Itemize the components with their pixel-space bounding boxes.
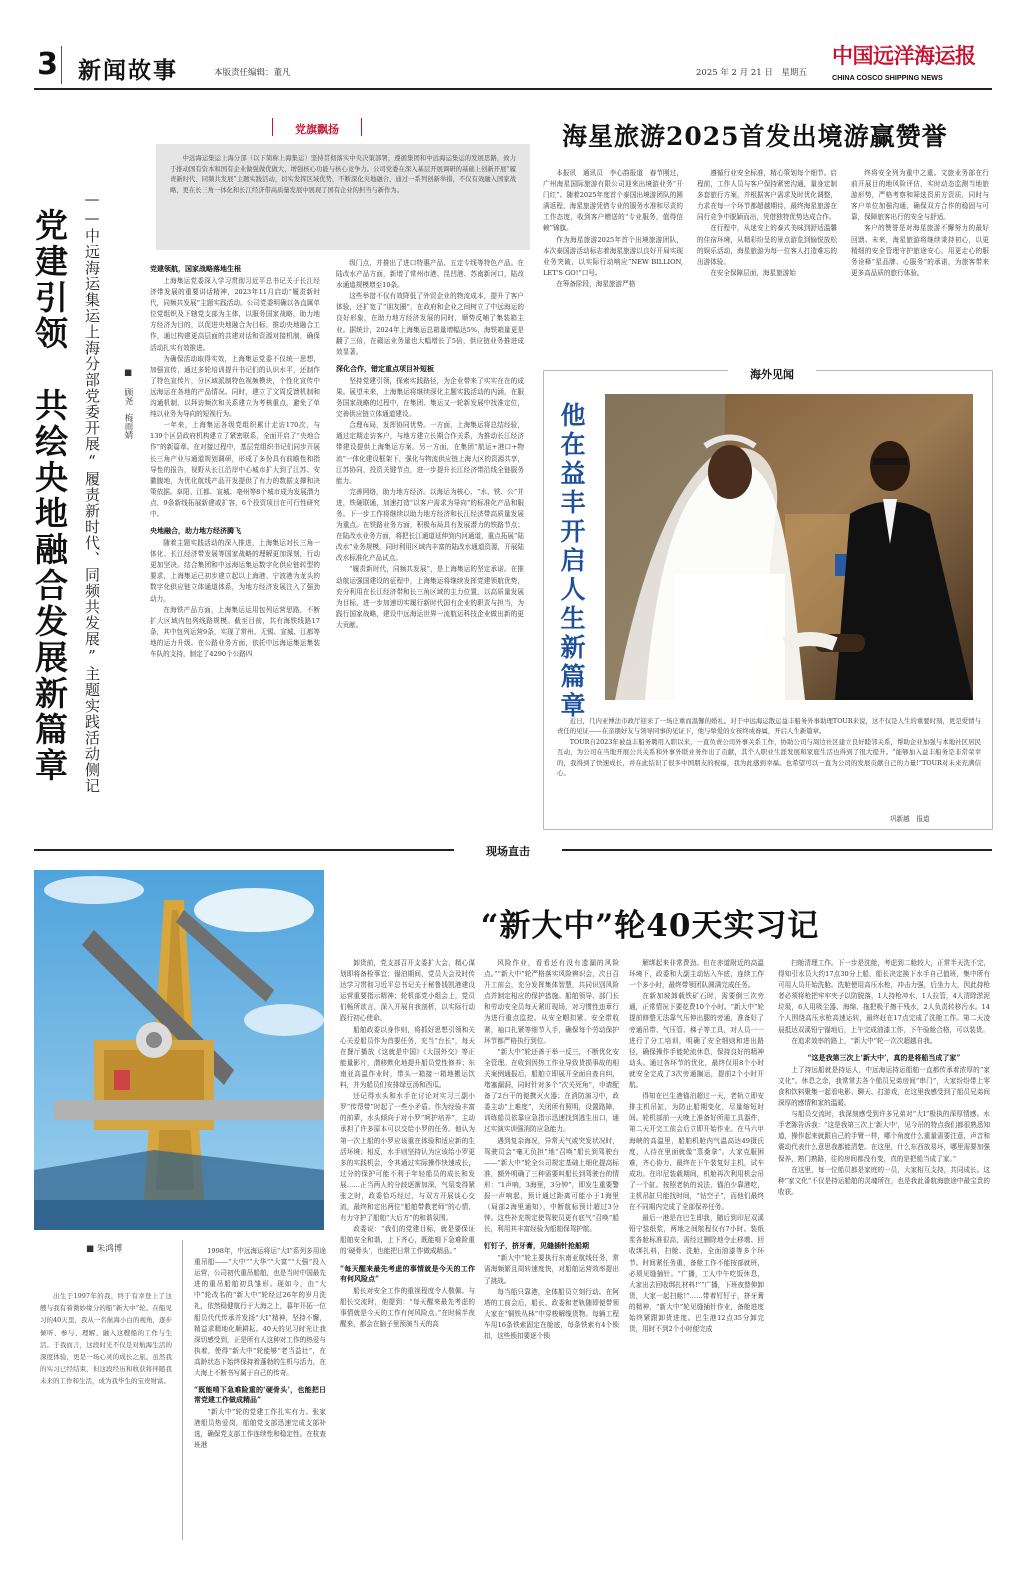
masthead <box>832 40 992 82</box>
paragraph: 1998年，中远海运将运“大Ⅰ”系列多用途重吊船——“大中”“大华”“大富”“大强”投入运营，公司初代重吊船舶，也是当时中国最先进的重吊船舶初具雏形。现如今，由“大中”轮改名的“新大中”轮经过26年的岁月洗礼，依然稳健航行于大海之上，暮年开拓一位船员代代传承并发扬“大Ⅰ”精神，坚持不懈，精益求精地化顺耕耘。40天的见习时光让我深切感受到，正是所有人这种对工作的热爱与执着，使得“新大中”轮能够“老当益壮”，在高龄状态下始终保持着蓬勃的生机与活力，在大海上不断书写属于自己的传奇。 <box>194 1247 326 1378</box>
paragraph: 还记得水头和水手在讨论对实习三副小罗“传帮带”时起了一些小矛盾。作为经验丰富的前辈，水头倾向于对小罗“呵护培养”，主动承担了许多原本可以交给小罗的任务。他认为第一次上船的小罗应该重在体验和适应新的生活环境；相反，水手则坚持认为应该给小罗更多的实践机会，令其通过实际操作快速成长，过分的保护可能不利于年轻船员的成长和发展……正当两人的分歧逐渐加深，气氛变得紧张之时，政委恰巧经过，与双方开展谈心交流，最终和定出两位“船舶带教老师”的心情，有力守护了船舶“大后方”的和谐氛围。 <box>340 1092 475 1223</box>
party-lead-box <box>156 144 530 250</box>
paragraph: 遵循行业安全标准，精心策划每个细节。启程前，工作人员与客户保持紧密沟通，量身定制多套旅行方案，并根据客户需求及时优化调整，力求在每一个环节都超越期待，最终海星旅游在同行竞争中脱颖而出，凭借独特优势达成合作。 <box>697 169 837 222</box>
crane-photo <box>34 870 324 1230</box>
paragraph: 船舶政委以身作则，将抓好思想引领和关心关爱船员作为首要任务，充当“台长”，每天在餐厅播放《这就是中国》《大国外交》等正能量影片，潜移默化地提升船员党性修养；东南亚高温作业时，带头一箱接一箱地搬运饮料，并为船员们安排绿豆汤和西瓜。 <box>340 1025 475 1090</box>
paragraph: 上海集运党委深入学习贯彻习近平总书记关于长江经济带发展的重要讲话精神，2023年11月启动“履责新时代，同频共发展”主题实践活动。公司党委明确以各直属单位党组织及下辖党支部为主体，以服务国家战略，助力地方经济为目的，以促进央地融合为目标，推动央地融合工作，通过构建更高层面的共建对话和资源对接机制，确保活动扎实有效推进。 <box>150 277 320 352</box>
tour-headline: 海星旅游2025首发出境游赢赞誉 <box>562 122 948 151</box>
wedding-photo-illustration <box>605 394 973 700</box>
ship-intro-text: 出生于1997年的我，终于有幸登上了这艘与我有着微妙缘分的船“新大中”轮。在船见习的40天里，我从一名航海小白的视角，逐步倾听、参与、理解、融入这艘船的工作与生活。于我而言，这段时光不仅是对航海生活的深度体验，更是一场心灵的成长之旅。虽然我的实习已经结束，但这段经历和收获将伴随我未来的工作和生活，成为我毕生的宝贵财富。 <box>40 1292 172 1386</box>
page-number: 3 <box>34 46 62 84</box>
paragraph: 级门点，并推出了进口特惠产品、五定专线等特色产品。在陆改水产品方面，新增了常州市港、昆凹港、苏南新河口，陆改水通道规模增至10条。 <box>336 259 524 290</box>
overseas-caption-para-1: 近日，几内亚博法市政厅迎来了一场庄重而温馨的婚礼。对于中远海运散运益丰船务外事助理TOUR来说，这不仅是人生的重要时刻，更是爱情与责任的见证——在亲朋好友与领导同事的见证下，他与挚爱的女孩终成眷属，开启人生新篇章。 <box>557 717 981 736</box>
paragraph: “新大中”轮主要执行东南亚航线任务，常需海频繁且周转速度快，对船舶运营效率提出了挑战。 <box>484 1254 619 1285</box>
paragraph: 在筹备阶段，海星旅游严格 <box>556 279 636 288</box>
ship-column-4 <box>629 958 764 1548</box>
column-tag-ship <box>460 840 556 860</box>
paragraph: “新大中”轮还善于举一反三，不断优化安全管理。在收到因热工作业导致货损事故的相关案例通报后，船舶立即展开全面自查自纠，堵塞漏洞，同时针对多个“次关死角”，申请配备了2台干的便携灭火器；在消防演习中，政委主动“上难度”，关闭所有照明，设置路障，训练船员依靠应急指示迅速找到逃生出口，通过实演实训强消防应急能力。 <box>484 1047 619 1134</box>
paragraph: 作为海星旅游2025年首个出境旅游团队，本次泰国游活动标志着海星旅游以良好开局实现业务突破，以实际行动响应“NEW BILLION, LET'S GO!”口号。 <box>543 235 683 277</box>
editor-line: 本版责任编辑：董凡 <box>214 68 291 78</box>
paragraph: 合理布局，发挥协同优势。一方面，上海集运将总结经验，通过定期走访客户，与地方建立长期合作关系，为推动长江经济带建设提供上海集运方案。另一方面，在集团“航运+港口+物流”一体化建设框架下，强化与物流供应链上海大区的资源共享，江苏协同，投资关键节点，进一步提升长江经济带沿线全链服务能力。 <box>336 421 524 485</box>
overseas-headline: 他在益丰开启人生新篇章 <box>557 402 586 721</box>
ship-column-2 <box>340 958 475 1548</box>
ship-column-3 <box>484 958 619 1548</box>
paragraph: 在这里，每一位船员都是家庭的一员，大家相互支持，共同成长。这种“家文化”不仅是持运船舶的灵魂所在，也是我此番航海旅途中最宝贵的收获。 <box>778 1165 990 1196</box>
ship-intro-divider <box>182 1240 183 1540</box>
column-tag-party <box>272 118 362 136</box>
column-tag-ship-label: 现场直击 <box>486 845 530 858</box>
overseas-caption-para-2: TOUR自2023年被益丰船务聘用入职以来，一直负责公司外事关系工作，协助公司与周边社区建立良好睦邻关系，帮助企业加强与本地社区居民互动，为公司在当地开展公共关系和外事外联业务作出了贡献，其个人职业生涯发展和家庭生活也得到了很大提升。“能够加入益丰船务是非常荣幸的，我得到了快速成长，并在此结识了很多中国朋友的祝福，我为此感到幸福。也希望可以一直为公司的发展贡献自己的力量!”TOUR对未来充满信心。 <box>557 737 981 778</box>
paragraph: 完善网络，助力地方经济。以海运为核心、“水、铁、公”并进，铁硬联通，加速打造“以客户需求为导向”的标准化产品和服务。下一步工作将继续以助力地方经济和长江经济带高质量发展为重点。在铁路业务方面，积极布局具有发展潜力的铁路节点；在陆改水业务方面，将把长江通道延伸到内河通道，重点拓展“陆改水”业务规模，同时利用区域内丰富的陆改水通道资源，开展陆改水标准化产品试点。 <box>336 487 524 563</box>
subheading: 深化合作，错定重点项目补短板 <box>336 363 434 373</box>
paragraph: 在新加坡卸载铁矿石时，需要倒三次旁通，正常情况下要花费10个小时。“新大中”轮提前修整无法靠气压伸出腿的旁通，准备好了旁通吊带、气压管、梯子等工具，对人员一一进行了分工培训，明确了安全细则和进出路径，确保操作手能轮流休息，保持良好的精神动头。通过各环节的优化，最终仅用8个小时就安全完成了3次旁通搁运，提前2个小时开航。 <box>629 992 764 1090</box>
paragraph: 这些举措不仅有效降低了外贸企业的物流成本，提升了客户体验，还扩宽了“朋友圈”，在政府和企业之间树立了中远海运的良好形象，在助力地方经济发展的同时，顺势反哺了集装箱主业。据统计，2024年上海集运总箱量增幅达5%，海铁箱量更是翻了三倍，在赣运业务量也大幅增长了5倍，供应链业务推进成效显著。 <box>336 292 524 356</box>
tour-column-2 <box>697 168 837 360</box>
paragraph: “履责新时代，同频共发展”，是上海集运的坚定承诺。在推动航运强国建设的征程中，上海集运将继续发挥党建领航优势，充分利用在长江经济带和长三角区域的主力位置，以高质量发展为目标，进一步加速切实履行新时代国有企业的职责与担当，为践行国家战略，建设中远海运世界一流航运科技企业做出新的更大贡献。 <box>336 565 524 629</box>
masthead-en: CHINA COSCO SHIPPING NEWS <box>832 73 943 82</box>
ship-column-5 <box>778 958 990 1548</box>
column-tag-overseas <box>728 363 816 379</box>
party-column-2 <box>336 258 524 838</box>
column-tag-party-label: 党旗飘扬 <box>295 123 339 136</box>
party-lead <box>170 154 516 196</box>
subheading: “既能啃下急难险重的‘硬骨头’，也能把日常党建工作做成精品” <box>194 1385 326 1405</box>
paragraph: 政委说：“我们的党建目标，就是要保证船舶安全和谐，上下齐心，既能啃下急难险重的‘硬骨头’，也能把日常工作做成精品。” <box>340 1225 475 1256</box>
paragraph: 为确保活动取得实效，上海集运党委不仅统一思想，加强宣传，通过多轮培训提升书记们的认识水平，还制作了特色宣传片，分区域派制特色视频模块，个性化宣传中远海运在各地的产品情况。同时，建立了文周反馈机制和沟通机制，以拜访频次和关系建立为考核重点，避免了单纯以业务为导向的短视行为。 <box>150 354 320 419</box>
subheading: “每天醒来最先考虑的事情就是今天的工作有何风险点” <box>340 1263 475 1283</box>
paragraph: 每当船只靠港，全体船员立刻行动。在阿塔的工前会后，船长、政委和老轨随即便带领大家在“铜铁丛林”中穿梭解缆货物。每辆工程车用16条铁索固定在舱底，每条铁索有4个锁扣，这些锁扣要逐个锁 <box>484 1287 619 1340</box>
paragraph: “新大中”轮的党建工作扎实有力。张家港船员热爱岗，船舶党支部迅速完成支部补选，确保党支部工作连续性和稳定性。在杭查班港 <box>194 1408 326 1450</box>
paragraph: 本报讯 通讯员 李心韵报道 春节刚过，广州海星国际旅游有限公司迎来出境游业务“开门红”。随着2025年度首个泰国出境游团队的圆满返程，海星旅游凭借专业的服务水准和尽责的工作态度，收到客户赠送的“专业服务，值得信赖”锦旗。 <box>543 169 683 233</box>
paragraph: 随着主题实践活动的深入推进，上海集运对长三角一体化、长江经济带发展等国家战略的理解更加深刻，行动更加坚决。结合集团和中远海运集运数字化供应链转型的要求，上海集运已初步建立起以上海港、宁波港为龙头的数字化供应链立体通道体系，为地方经济发展注入了强劲动力。 <box>150 539 320 603</box>
ship-headline: “新大中”轮40天实习记 <box>480 908 820 944</box>
paragraph: 坚持党建引领，探索实践路径，为企业带来了实实在在的成果。展望未来，上海集运将继续深化主题实践活动的内涵，在服务国家战略的过程中，在集团、集运又一轮新发展中找准定位，完善供应链立体通道建设。 <box>336 376 524 419</box>
paragraph: 在追求效率的路上，“新大中”轮一次次超越自我。 <box>791 1036 937 1045</box>
paragraph: 解绑起来非常费劲。但在赤道附近的高温环境下，政委和大副主动钻入车底，连续工作一个多小时，最终带领团队圆满完成任务。 <box>629 959 764 990</box>
section-title: 新闻故事 <box>78 57 178 84</box>
paragraph: 在行程中，从迷安上的泰式美味到舒适温馨的住宿环境，从精彩纷呈的景点游览到愉悦放松的娱乐活动，海星旅游为每一位客人打造难忘的出游体验。 <box>697 224 837 266</box>
party-author: ■ 顾尧 梅雨婧 <box>123 368 133 439</box>
paragraph: 遇到复杂海况，异常天气或突发状况时，驾驶员会“毫无负担”地“召唤”船长到驾驶台——“新大中”轮全公司规定基础上细化提高标准，额外明确了三种需要叫船长到驾驶台的情形：“1声响，3海里，3分钟”，即发生重要警报一声响起，预计通过距离可能小于1海里（局部2海里通知），中断航标预计超过3分钟。这些补充规定使驾驶员更有底气“召唤”船长，利用其丰富经验为船舶保驾护航。 <box>484 1136 619 1234</box>
header-rule <box>34 88 992 90</box>
paragraph: 船长对安全工作的重视程度令人敬佩。与船长交流时，他提到：“每天醒来最先考虑的事情就是今天的工作有何风险点。”在时候半夜醒来，都会在脑子里预演当天的高 <box>340 1286 475 1328</box>
paragraph: 与船员交流时，我深刻感受到许多兄弟对“大Ⅰ”极执的深厚情感。水手老陈告诉我：“这是我第三次上‘新大中’，见今吊的特点我们都很熟悉知道，操作起来就跟自己的手臂一样，哪个角度什么重量需要注意，声音和震动代表什么意思我都能清楚。在这里，什么东西放易坏，哪里需要加强保养，熟门熟路，往的房间都没有变，真的是把船当成了家。” <box>778 1110 990 1163</box>
subheading: “这是我第三次上‘新大中’，真的是将船当成了家” <box>807 1052 961 1062</box>
paragraph: 得知在巴生港锚泊超过一天，老轨立即安排主机吊缸，为防止船期变化，尽量缩短时间。轮机部前一天晚上准备好所需工具器件，第二天开完工前会后立即开始作业。在马六甲海峡的高温里，船舶机舱内气温高达49摄氏度，人待在里面就像“蒸桑拿”。大家克服困难，齐心协力，最终在下午装复好主机，试车成功。在印尼装载期间，机舱再次利用机会吊了一个缸。按照老轨的说法，锚泊少靠港吃，主机吊缸只能找时间，“钻空子”，而他们最终在不同期内完成了全部保养任务。 <box>629 1092 764 1212</box>
ship-author: ■ 朱鸿博 <box>86 1244 123 1254</box>
overseas-caption <box>557 716 981 826</box>
ship-column-1 <box>194 1246 326 1546</box>
tour-column-1 <box>543 168 683 360</box>
column-tag-overseas-label: 海外见闻 <box>750 368 794 381</box>
ship-rule-right <box>562 849 992 851</box>
paragraph: 一年来，上海集运各级党组织累计走访170次，与139个区县政府机构建立了紧密联系，全面开启了“央地合作”的新篇章。在对接过程中，基层党组织书记们同步开展长三角产业与通道规划调研，形成了多份具有前瞻性和指导性的报告，视野从长江沿岸中心城市扩大到了江苏、安徽腹地，为优化航线产品开发提供了有力的数据支撑和决策依据。阜阳、江都、宣城、亳州等8个城市成为发展潜力点，9条新线拓展新建或扩容，6个投资项目在可行性研究中。 <box>150 421 320 518</box>
party-headline: 党建引领 共绘央地融合发展新篇章 <box>30 208 69 784</box>
subheading: 央地融合，助力地方经济腾飞 <box>150 526 241 536</box>
party-subhead: ——中远海运集运上海分部党委开展“履责新时代、同频共发展”主题实践活动侧记 <box>83 190 101 794</box>
paragraph: 在海铁产品方面，上海集运运用包列运营思路，不断扩大区域内包列线路规模。截至目前，共有海铁线路17条，其中包列运营9条，实现了常州、无锡、宣城、江都等地的运力升级。在公路业务方面，依托中远海运集运集装车队的支持，制定了4290个公路四 <box>150 605 320 658</box>
paragraph: 上了持远船就是持运人，中远海运持运船舶一直都传承着浓厚的“家文化”。休息之余，我常常去各个船员兄弟房间“串门”，大家纷纷带上零食和饮料聚集一起看电影、聊天、打游戏，在这里我感受到了船员兄弟间深厚的感情和家的温暖。 <box>778 1065 990 1108</box>
paragraph: 扫舱清理工作。下一步是洗舱，考虑到二舱较大，正常半天洗不完，得知引水员大约17点30分上船，船长决定换下水手自己值班，集中所有可用人员开始洗舱。洗舱使用高压水枪，冲击力强，后坐力大，因此持枪者必须将枪把牢牢夹子以防脱落，1人持枪冲水，1人拉管，4人清除淤泥垃圾，6人用吸尘器、海绵、拖把吸干擦干残水，2人负责转移污水。14个人围绕高压水枪高速运转，最终赶在17点完成了洗舱工作。第二天凌晨抵达双溪铅宁锚地后，上午完成油漆工作，下午验舱合格，可以装货。 <box>778 959 990 1034</box>
crane-photo-illustration <box>34 870 324 1230</box>
paragraph: 最后一港是在巴生即我，随后到印尼双溪铅宁装纸浆，两地之间航程仅有7小时。装纸浆各舱标准很高，需经过删除地令止移墩、回收绑扎料，扫舱、洗舱，全面油漆等多个环节。时间紧任务重，备舱工作不能按部就班，必须见缝插针。“广播，工人中午吃饭休息，大家出去回收绑扎材料!”“广播，下班夜替伸卸货，大家一起扫舱!”……带着钉钉子，挤牙膏的精神，“新大中”轮见缝插针作业，备舱进度始终紧跟卸货进度。巴生港12点35分卸完货，用时不到2个小时便完成 <box>629 1214 764 1334</box>
ship-intro <box>40 1290 172 1530</box>
paragraph: 终将安全列为重中之重。文旅业务部在行前开展目的地风险评估，实时动态监测当地旅游形势，严格考察和筛选资质方资质，同时与客户单位加强沟通，确保双方合作的稳固与可靠，保障旅客出行的安全与舒适。 <box>851 169 989 222</box>
tour-column-3 <box>851 168 989 360</box>
ship-rule-left <box>34 849 454 851</box>
paragraph: 在安全保障层面，海星旅游始 <box>710 268 796 277</box>
overseas-author: 巩新越 报道 <box>890 815 930 823</box>
paragraph: 客户的赞誉是对海星旅游不懈努力的最好回馈。未来，海星旅游将继续秉持初心，以更精细的安全管理守护旅途安心，用更走心的服务诠释“星品牌、心服务”的承诺，为旅客带来更多高品质的旅行体验。 <box>851 224 989 277</box>
paragraph: 风险作业，看看还有没有遗漏的风险点。”“新大中”轮严格落实风险辨识会，次日召开工前会，充分发挥集体智慧，共同识别风险点并制定相应的保护措施。船舶领导、部门长和劳动安全员每天紧盯现场，对习惯性违章行为进行重点监控。从安全帽扣紧、安全带收紧，袖口扎紧等细节入手，确保每个劳动保护环节都严格执行到位。 <box>484 959 619 1045</box>
paragraph: 卸货前，党支部召开支委扩大会，精心谋划即将备检事宜；锚泊期间，党员大会及时传达学习贯彻习近平总书记关于秘鲁钱凯港建设运营重要指示精神；轮机部党小组会上，党员们畅所欲言，深入开展自我剖析，以实际行动践行初心使命。 <box>340 959 475 1023</box>
subheading: 钉钉子，挤牙膏，见缝插针抢船期 <box>484 1241 589 1251</box>
issue-date: 2025 年 2 月 21 日 星期五 <box>696 68 807 78</box>
party-lead-text: 中远海运集运上海分部（以下简称上海集运）坚持贯彻落实中央决策部署，遵循集团和中远海运集运的发展思路，致力于推动国有资本和国有企业做强做优做大，增强核心功能与核心竞争力。公司党委在深入基层开展调研的基础上创新开展“履责新时代、同频共发展”主题实践活动，切实发挥区域优势，不断深化央地融合，通过一系列创新举措，不仅有效融入国家战略，更在长三角一体化和长江经济带高质量发展中展现了国有企业的担当与新作为。 <box>170 155 516 194</box>
masthead-cn: 中国远洋海运报 <box>832 43 976 68</box>
subheading: 党建领航，国家战略落地生根 <box>150 264 241 273</box>
party-column-1 <box>150 258 320 838</box>
wedding-photo <box>605 394 973 700</box>
